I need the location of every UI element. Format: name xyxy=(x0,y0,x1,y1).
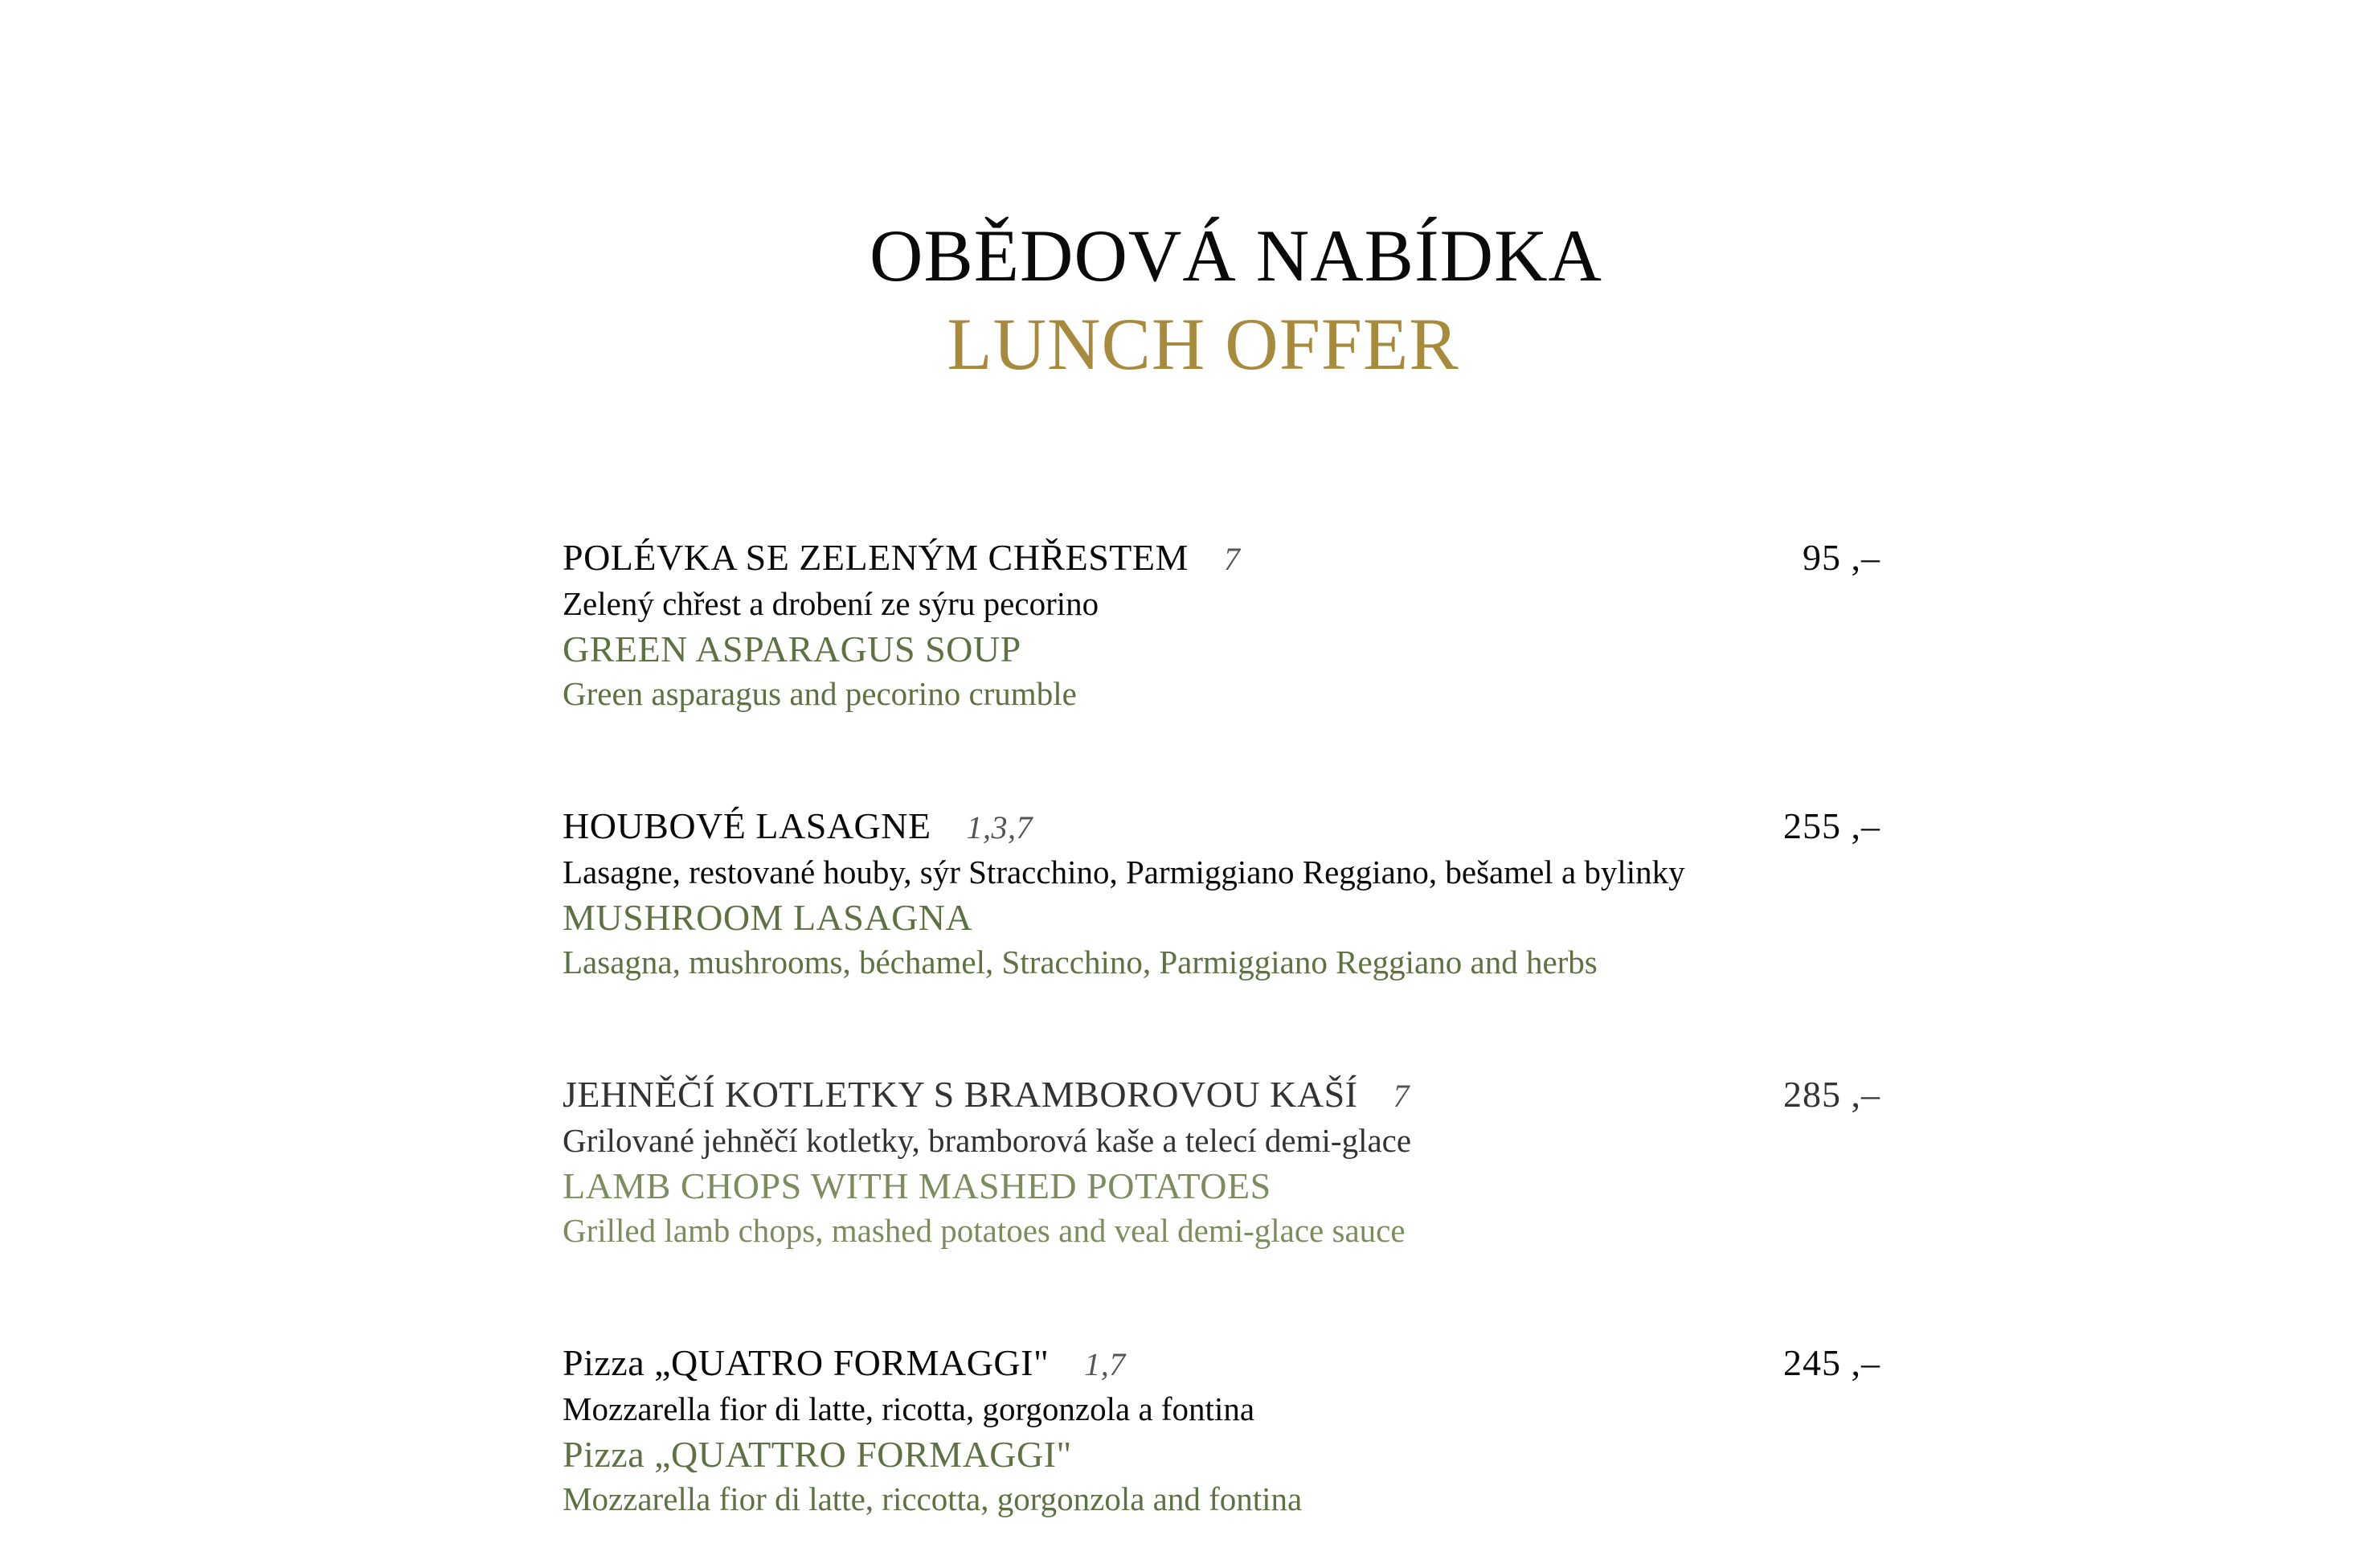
menu-item-description-czech: Grilované jehněčí kotletky, bramborová kaše a telecí demi-glace xyxy=(563,1122,1412,1159)
menu-item-description-english: Green asparagus and pecorino crumble xyxy=(563,675,1077,712)
menu-item-lamb-chops xyxy=(563,1072,1889,1265)
menu-item-name-czech xyxy=(563,535,1240,582)
dish-name-czech: HOUBOVÉ LASAGNE xyxy=(563,805,931,846)
allergen-codes: 7 xyxy=(1223,541,1241,577)
menu-item-description-english: Mozzarella fior di latte, riccotta, gorgonzola and fontina xyxy=(563,1480,1303,1517)
allergen-codes: 7 xyxy=(1393,1078,1410,1114)
menu-item-price: 95 ,– xyxy=(1803,537,1880,578)
menu-item-heading xyxy=(563,804,1880,849)
menu-item-description-english: Lasagna, mushrooms, béchamel, Stracchino, Parmiggiano Reggiano and herbs xyxy=(563,944,1598,981)
menu-item-price: 255 ,– xyxy=(1783,805,1880,846)
menu-item-description-czech: Mozzarella fior di latte, ricotta, gorgonzola a fontina xyxy=(563,1390,1255,1427)
menu-item-description-czech: Zelený chřest a drobení ze sýru pecorino xyxy=(563,585,1099,622)
menu-item-description-english: Grilled lamb chops, mashed potatoes and veal demi-glace sauce xyxy=(563,1212,1406,1249)
menu-item-name-czech xyxy=(563,1341,1126,1387)
menu-item-name-czech xyxy=(563,1072,1410,1119)
menu-item-pizza xyxy=(563,1341,1889,1533)
menu-item-name-english: GREEN ASPARAGUS SOUP xyxy=(563,628,1021,669)
page-title-english: LUNCH OFFER xyxy=(947,303,1459,385)
menu-item-name-english: LAMB CHOPS WITH MASHED POTATOES xyxy=(563,1165,1271,1206)
menu-item-name-czech xyxy=(563,804,1033,850)
menu-item-heading xyxy=(563,1341,1880,1386)
allergen-codes: 1,3,7 xyxy=(966,809,1033,845)
menu-item-price: 285 ,– xyxy=(1783,1074,1880,1115)
dish-name-czech: JEHNĚČÍ KOTLETKY S BRAMBOROVOU KAŠÍ xyxy=(563,1074,1358,1115)
menu-item-name-english: MUSHROOM LASAGNA xyxy=(563,897,973,938)
dish-name-czech: Pizza „QUATRO FORMAGGI" xyxy=(563,1342,1050,1383)
menu-item-heading xyxy=(563,1072,1880,1117)
menu-item-soup xyxy=(563,535,1889,728)
dish-name-czech: POLÉVKA SE ZELENÝM CHŘESTEM xyxy=(563,537,1189,578)
menu-item-heading xyxy=(563,535,1880,580)
allergen-codes: 1,7 xyxy=(1084,1346,1126,1382)
menu-item-price: 245 ,– xyxy=(1783,1342,1880,1383)
menu-item-lasagna xyxy=(563,804,1889,997)
menu-item-name-english: Pizza „QUATTRO FORMAGGI" xyxy=(563,1434,1072,1475)
page-title-czech: OBĚDOVÁ NABÍDKA xyxy=(870,215,1602,297)
menu-item-description-czech: Lasagne, restované houby, sýr Stracchino, Parmiggiano Reggiano, bešamel a bylinky xyxy=(563,854,1685,890)
